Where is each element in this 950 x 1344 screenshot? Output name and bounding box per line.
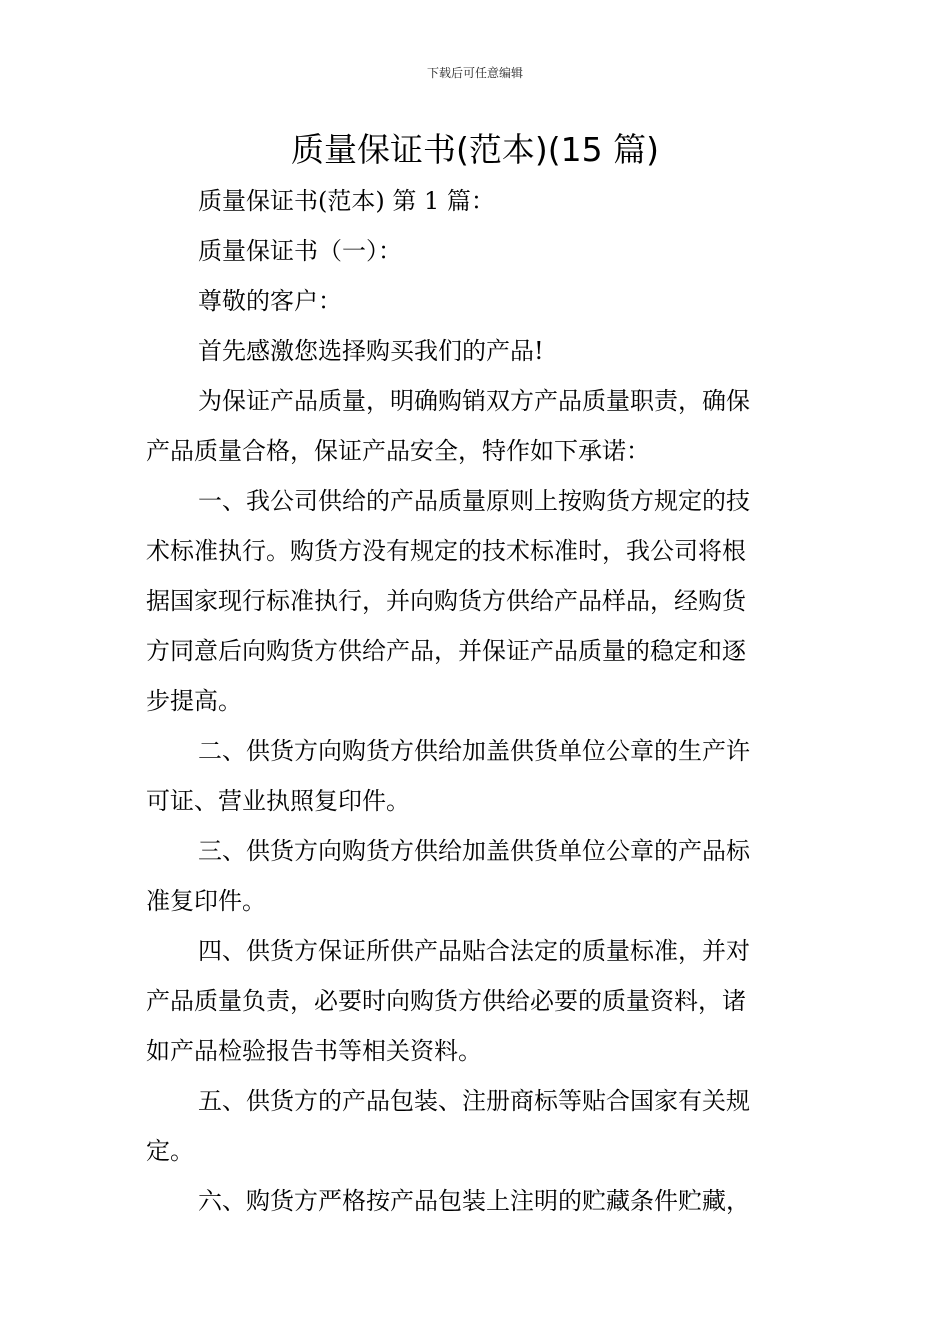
text-line: 尊敬的客户： bbox=[198, 287, 342, 315]
text-line: 定。 bbox=[146, 1137, 194, 1165]
text-line: 二、供货方向购货方供给加盖供货单位公章的生产许 bbox=[198, 737, 750, 765]
text-line: 方同意后向购货方供给产品，并保证产品质量的稳定和逐 bbox=[146, 637, 746, 665]
page-header-note: 下载后可任意编辑 bbox=[426, 66, 523, 80]
text-line: 质量保证书（一）： bbox=[198, 237, 402, 265]
text-line: 据国家现行标准执行，并向购货方供给产品样品，经购货 bbox=[146, 587, 746, 615]
text-line: 术标准执行。购货方没有规定的技术标准时，我公司将根 bbox=[146, 537, 746, 565]
text-line: 一、我公司供给的产品质量原则上按购货方规定的技 bbox=[198, 487, 750, 515]
text-line: 首先感激您选择购买我们的产品! bbox=[198, 337, 544, 365]
document-body bbox=[146, 176, 806, 1226]
text-line: 三、供货方向购货方供给加盖供货单位公章的产品标 bbox=[198, 837, 750, 865]
text-line: 准复印件。 bbox=[146, 887, 266, 915]
text-line: 质量保证书(范本) 第 1 篇： bbox=[198, 187, 495, 215]
text-line: 六、购货方严格按产品包装上注明的贮藏条件贮藏， bbox=[198, 1187, 750, 1215]
text-line: 如产品检验报告书等相关资料。 bbox=[146, 1037, 482, 1065]
text-line: 产品质量负责，必要时向购货方供给必要的质量资料，诸 bbox=[146, 987, 746, 1015]
text-line: 产品质量合格，保证产品安全，特作如下承诺： bbox=[146, 437, 650, 465]
text-line: 五、供货方的产品包装、注册商标等贴合国家有关规 bbox=[198, 1087, 750, 1115]
text-line: 步提高。 bbox=[146, 687, 242, 715]
document-title: 质量保证书(范本)(15 篇) bbox=[291, 130, 659, 169]
text-line: 可证、营业执照复印件。 bbox=[146, 787, 410, 815]
text-line: 四、供货方保证所供产品贴合法定的质量标准，并对 bbox=[198, 937, 750, 965]
text-line: 为保证产品质量，明确购销双方产品质量职责，确保 bbox=[198, 387, 750, 415]
